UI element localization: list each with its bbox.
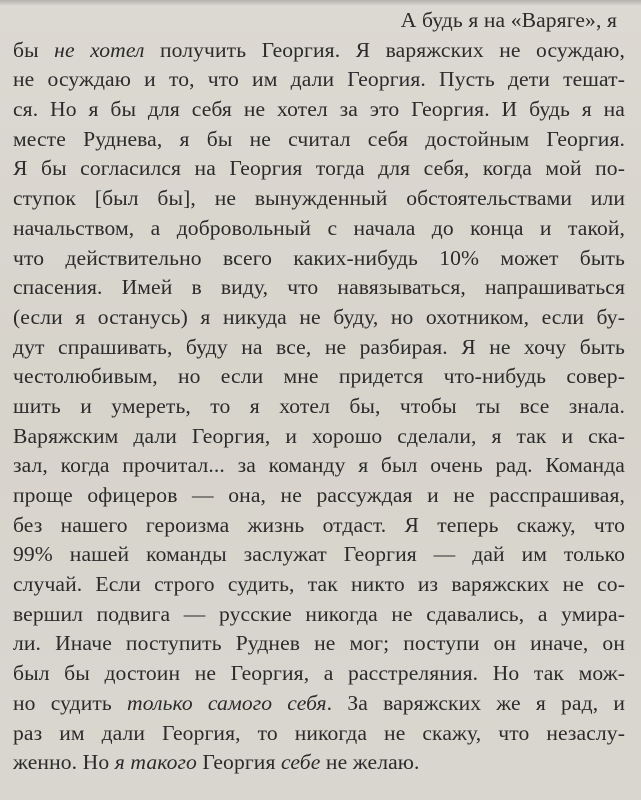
text-segment: ли. Иначе поступить Руднев не мог; поступи он иначе, он	[13, 631, 625, 656]
text-segment: ступок [был бы], не вынужденный обстоятельствами или	[13, 186, 625, 211]
text-line	[13, 481, 625, 511]
body-text	[13, 6, 625, 778]
text-line	[13, 392, 625, 422]
text-segment: начальством, а добровольный с начала до конца и такой,	[13, 215, 625, 240]
text-line	[13, 659, 625, 689]
italic-text-segment: не хотел	[54, 37, 145, 62]
text-line	[13, 303, 625, 333]
text-segment: шить и умереть, то я хотел бы, чтобы ты все знала.	[13, 393, 625, 418]
text-line	[13, 689, 625, 719]
text-segment: 99% нашей команды заслужат Георгия — дай им только	[13, 542, 625, 567]
text-segment: Варяжским дали Георгия, и хорошо сделали, я так и ска-	[13, 423, 625, 448]
text-segment: проще офицеров — она, не рассуждая и не расспрашивая,	[13, 483, 625, 507]
text-segment: случай. Если строго судить, так никто из варяжских не со-	[13, 572, 625, 597]
text-segment: не желаю.	[320, 750, 420, 775]
text-segment: ся. Но я бы для себя не хотел за это Георгия. И будь я на	[13, 97, 625, 122]
text-segment: раз им дали Георгия, то никогда не скажу, что незаслу-	[13, 720, 625, 745]
text-segment: получить Георгия. Я варяжских не осуждаю,	[144, 37, 625, 62]
text-line	[13, 95, 625, 125]
text-line	[13, 629, 625, 659]
text-segment: вершил подвига — русские никогда не сдавались, а умира-	[13, 601, 625, 626]
text-segment: зал, когда прочитал... за команду я был очень рад. Команда	[13, 453, 625, 478]
text-line	[13, 362, 625, 392]
text-segment: месте Руднева, я бы не считал себя достойным Георгия.	[13, 126, 625, 151]
text-line	[13, 511, 625, 541]
text-line	[13, 154, 625, 184]
text-line	[13, 36, 625, 66]
text-segment: без нашего героизма жизнь отдаст. Я теперь скажу, что	[13, 512, 625, 537]
text-line	[13, 748, 625, 778]
text-line	[13, 6, 625, 36]
text-line	[13, 570, 625, 600]
text-segment: (если я останусь) я никуда не буду, но охотником, если бу-	[13, 304, 625, 329]
text-segment: спасения. Имей в виду, что навязываться, напрашиваться	[13, 275, 625, 300]
text-segment: дут спрашивать, буду на все, не разбирая. Я не хочу быть	[13, 334, 625, 359]
text-segment: А будь я на «Варяге», я	[400, 8, 617, 32]
text-line	[13, 244, 625, 274]
text-line	[13, 451, 625, 481]
text-segment: . За варяжских же я рад, и	[326, 690, 626, 715]
text-segment: честолюбивым, но если мне придется что-нибудь совер-	[13, 364, 625, 389]
text-line	[13, 125, 625, 155]
text-segment: Я бы согласился на Георгия тогда для себя, когда мой по-	[13, 156, 625, 181]
text-segment: был бы достоин не Георгия, а расстреляния. Но так мож-	[13, 661, 625, 686]
text-segment: но судить	[13, 690, 128, 715]
text-segment: женно. Но	[13, 750, 115, 775]
text-line	[13, 600, 625, 630]
text-segment: не осуждаю и то, что им дали Георгия. Пусть дети тешат-	[13, 67, 625, 92]
italic-text-segment: я такого	[114, 750, 197, 775]
text-line	[13, 65, 625, 95]
text-line	[13, 184, 625, 214]
text-segment: бы	[13, 37, 55, 62]
text-line	[13, 719, 625, 749]
italic-text-segment: только самого себя	[127, 690, 327, 715]
text-line	[13, 273, 625, 303]
text-line	[13, 540, 625, 570]
text-line	[13, 214, 625, 244]
text-segment: Георгия	[196, 750, 281, 775]
italic-text-segment: себе	[280, 750, 321, 775]
text-segment: что действительно всего каких-нибудь 10% может быть	[13, 245, 625, 270]
text-line	[13, 333, 625, 363]
text-line	[13, 422, 625, 452]
